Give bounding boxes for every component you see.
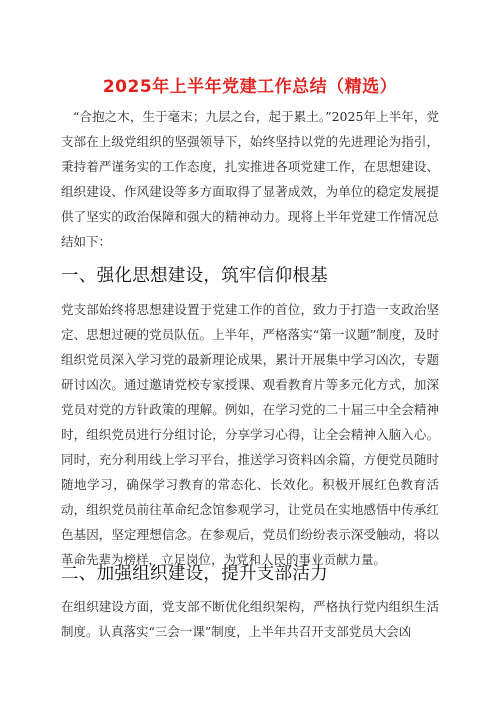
document-title: 2025年上半年党建工作总结（精选） bbox=[102, 77, 398, 97]
section-body-2: 在组织建设方面，党支部不断优化组织架构，严格执行党内组织生活制度。认真落实“三会一课”制度，上半年共召开支部党员大会凶 bbox=[61, 599, 439, 639]
section-heading-1: 一、强化思想建设，筑牢信仰根基 bbox=[61, 266, 328, 286]
section-heading-2: 二、加强组织建设，提升支部活力 bbox=[61, 564, 328, 584]
section-body-1: 党支部始终将思想建设置于党建工作的首位，致力于打造一支政治坚定、思想过硬的党员队伍。上半年，严格落实“第一议题”制度，及时组织党员深入学习党的最新理论成果，累计开展集中学习凶次，专题研讨凶次。通过邀请党校专家授课、观看教育片等多元化方式，加深党员对党的方针政策的理解。例如，在学习党的二十届三中全会精神时，组织党员进行分组讨论，分享学习心得，让全会精神入脑入心。同时，充分利用线上学习平台，推送学习资料凶余篇，方便党员随时随地学习，确保学习教育的常态化、长效化。积极开展红色教育活动，组织党员前往革命纪念馆参观学习，让党员在实地感悟中传承红色基因，坚定理想信念。在参观后，党员们纷纷表示深受触动，将以革命先辈为榜样，立足岗位，为党和人民的事业贡献力量。 bbox=[61, 302, 439, 567]
intro-paragraph: “合抱之木，生于毫末；九层之台，起于累土。”2025年上半年，党支部在上级党组织的坚强领导下，始终坚持以党的先进理论为指引，秉持着严谨务实的工作态度，扎实推进各项党建工作，在思想建设、组织建设、作风建设等多方面取得了显著成效，为单位的稳定发展提供了坚实的政治保障和强大的精神动力。现将上半年党建工作情况总结如下： bbox=[61, 109, 439, 249]
